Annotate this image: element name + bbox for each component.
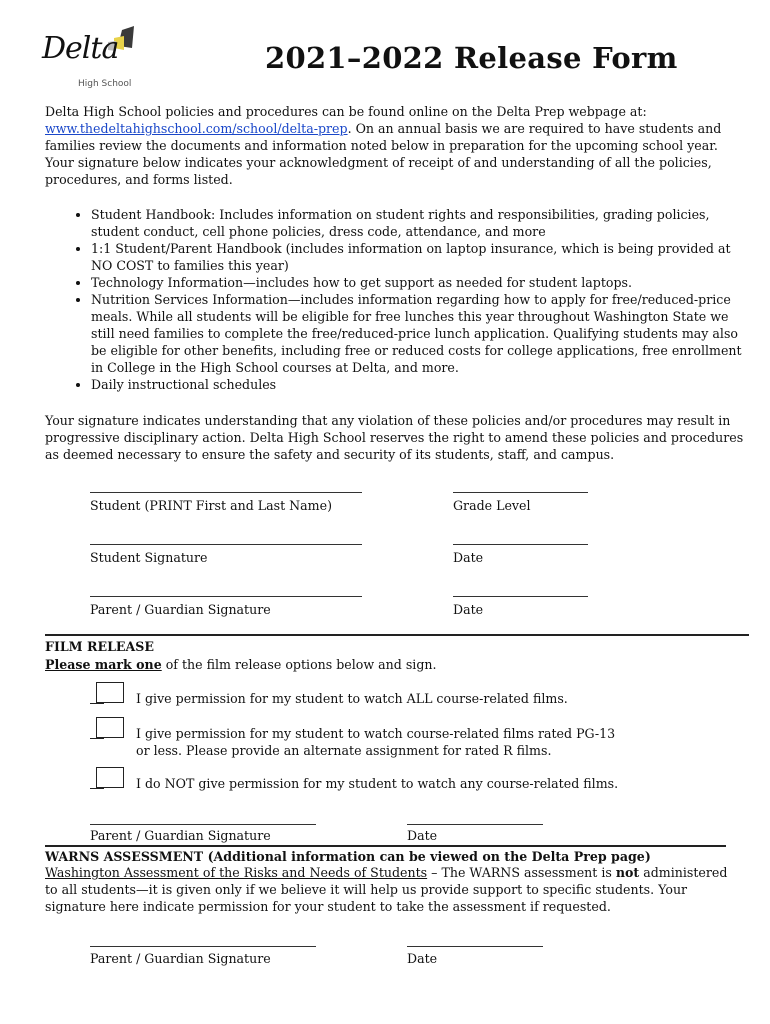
delta-prep-link[interactable]: www.thedeltahighschool.com/school/delta-prep [45, 121, 348, 136]
student-name-line[interactable] [90, 492, 362, 493]
warns-date-line[interactable] [407, 946, 543, 947]
warns-heading: WARNS ASSESSMENT (Additional information can be viewed on the Delta Prep page) [45, 849, 651, 864]
checkbox-underline [90, 788, 104, 789]
warns-text-2: administered to all students—it is given only if we believe it will help us provide support to specific students. Your signature here indicate permission for your student to take the assessment if requested. [45, 865, 728, 914]
intro-text-2: . On an annual basis we are required to have students and families review the documents and information noted below in preparation for the upcoming school year. Your signature below indicates your acknowledgment of receipt of and understanding of all the policies, procedures, and forms listed. [45, 121, 722, 187]
checkbox-underline [90, 703, 104, 704]
warns-assessment-link[interactable]: Washington Assessment of the Risks and Needs of Students [45, 865, 428, 880]
film-parent-signature-label: Parent / Guardian Signature [90, 828, 271, 843]
warns-text-1: – The WARNS assessment is [427, 865, 616, 880]
list-item: • Technology Information—includes how to get support as needed for student laptops. [91, 274, 747, 291]
parent-signature-label: Parent / Guardian Signature [90, 602, 271, 617]
warns-not-emphasis: not [615, 865, 640, 880]
film-option-pg13-checkbox[interactable] [96, 717, 124, 738]
grade-level-label: Grade Level [453, 498, 531, 513]
film-date-label: Date [407, 828, 438, 843]
film-option-all-label: I give permission for my student to watch ALL course-related films. [136, 691, 568, 706]
logo-script: Delta [42, 31, 119, 66]
acknowledgment-note: Your signature indicates understanding that any violation of these policies and/or procedures may result in progressive disciplinary action. Delta High School reserves the right to amend these policies and procedures as deemed necessary to ensure the safety and security of its students, staff, and campus. [45, 413, 744, 462]
list-item: • Student Handbook: Includes information on student rights and responsibilities, grading policies, student conduct, cell phone policies, dress code, attendance, and more [91, 206, 747, 240]
intro-paragraph [45, 103, 745, 188]
date-line-2[interactable] [453, 596, 588, 597]
page-title: 2021–2022 Release Form [265, 41, 678, 75]
film-instruction [45, 656, 437, 673]
film-parent-signature-line[interactable] [90, 824, 316, 825]
student-name-label: Student (PRINT First and Last Name) [90, 498, 332, 513]
film-instruction-emphasis: Please mark one [45, 657, 162, 672]
film-option-all-checkbox[interactable] [96, 682, 124, 703]
date-line-1[interactable] [453, 544, 588, 545]
film-release-heading: FILM RELEASE [45, 639, 154, 654]
checkbox-underline [90, 738, 104, 739]
film-instruction-rest: of the film release options below and sign. [161, 657, 437, 672]
list-item: • Nutrition Services Information—includes information regarding how to apply for free/reduced-price meals. While all students will be eligible for free lunches this year throughout Washington State we still need families to complete the free/reduced-price lunch application. Qualifying students may also be eligible for other benefits, including free or reduced costs for college applications, free enrollment in College in the High School courses at Delta, and more. [91, 291, 747, 376]
section-divider-film [45, 634, 749, 636]
date-label-2: Date [453, 602, 484, 617]
film-option-pg13-label: I give permission for my student to watch course-related films rated PG-13 or less. Please provide an alternate assignment for rated R films. [136, 726, 616, 758]
date-label-1: Date [453, 550, 484, 565]
warns-date-label: Date [407, 951, 438, 966]
document-list [45, 206, 747, 393]
student-signature-line[interactable] [90, 544, 362, 545]
list-item: • Daily instructional schedules [91, 376, 747, 393]
list-item: • 1:1 Student/Parent Handbook (includes information on laptop insurance, which is being provided at NO COST to families this year) [91, 240, 747, 274]
parent-signature-line[interactable] [90, 596, 362, 597]
warns-parent-signature-line[interactable] [90, 946, 316, 947]
film-option-none-label: I do NOT give permission for my student to watch any course-related films. [136, 776, 619, 791]
warns-parent-signature-label: Parent / Guardian Signature [90, 951, 271, 966]
grade-level-line[interactable] [453, 492, 588, 493]
delta-logo [40, 26, 140, 92]
section-divider-warns [45, 845, 726, 847]
film-option-none-checkbox[interactable] [96, 767, 124, 788]
intro-text-1: Delta High School policies and procedures can be found online on the Delta Prep webpage at: [45, 104, 647, 119]
warns-paragraph [45, 864, 735, 915]
logo-subtitle: High School [78, 79, 132, 89]
student-signature-label: Student Signature [90, 550, 208, 565]
film-date-line[interactable] [407, 824, 543, 825]
